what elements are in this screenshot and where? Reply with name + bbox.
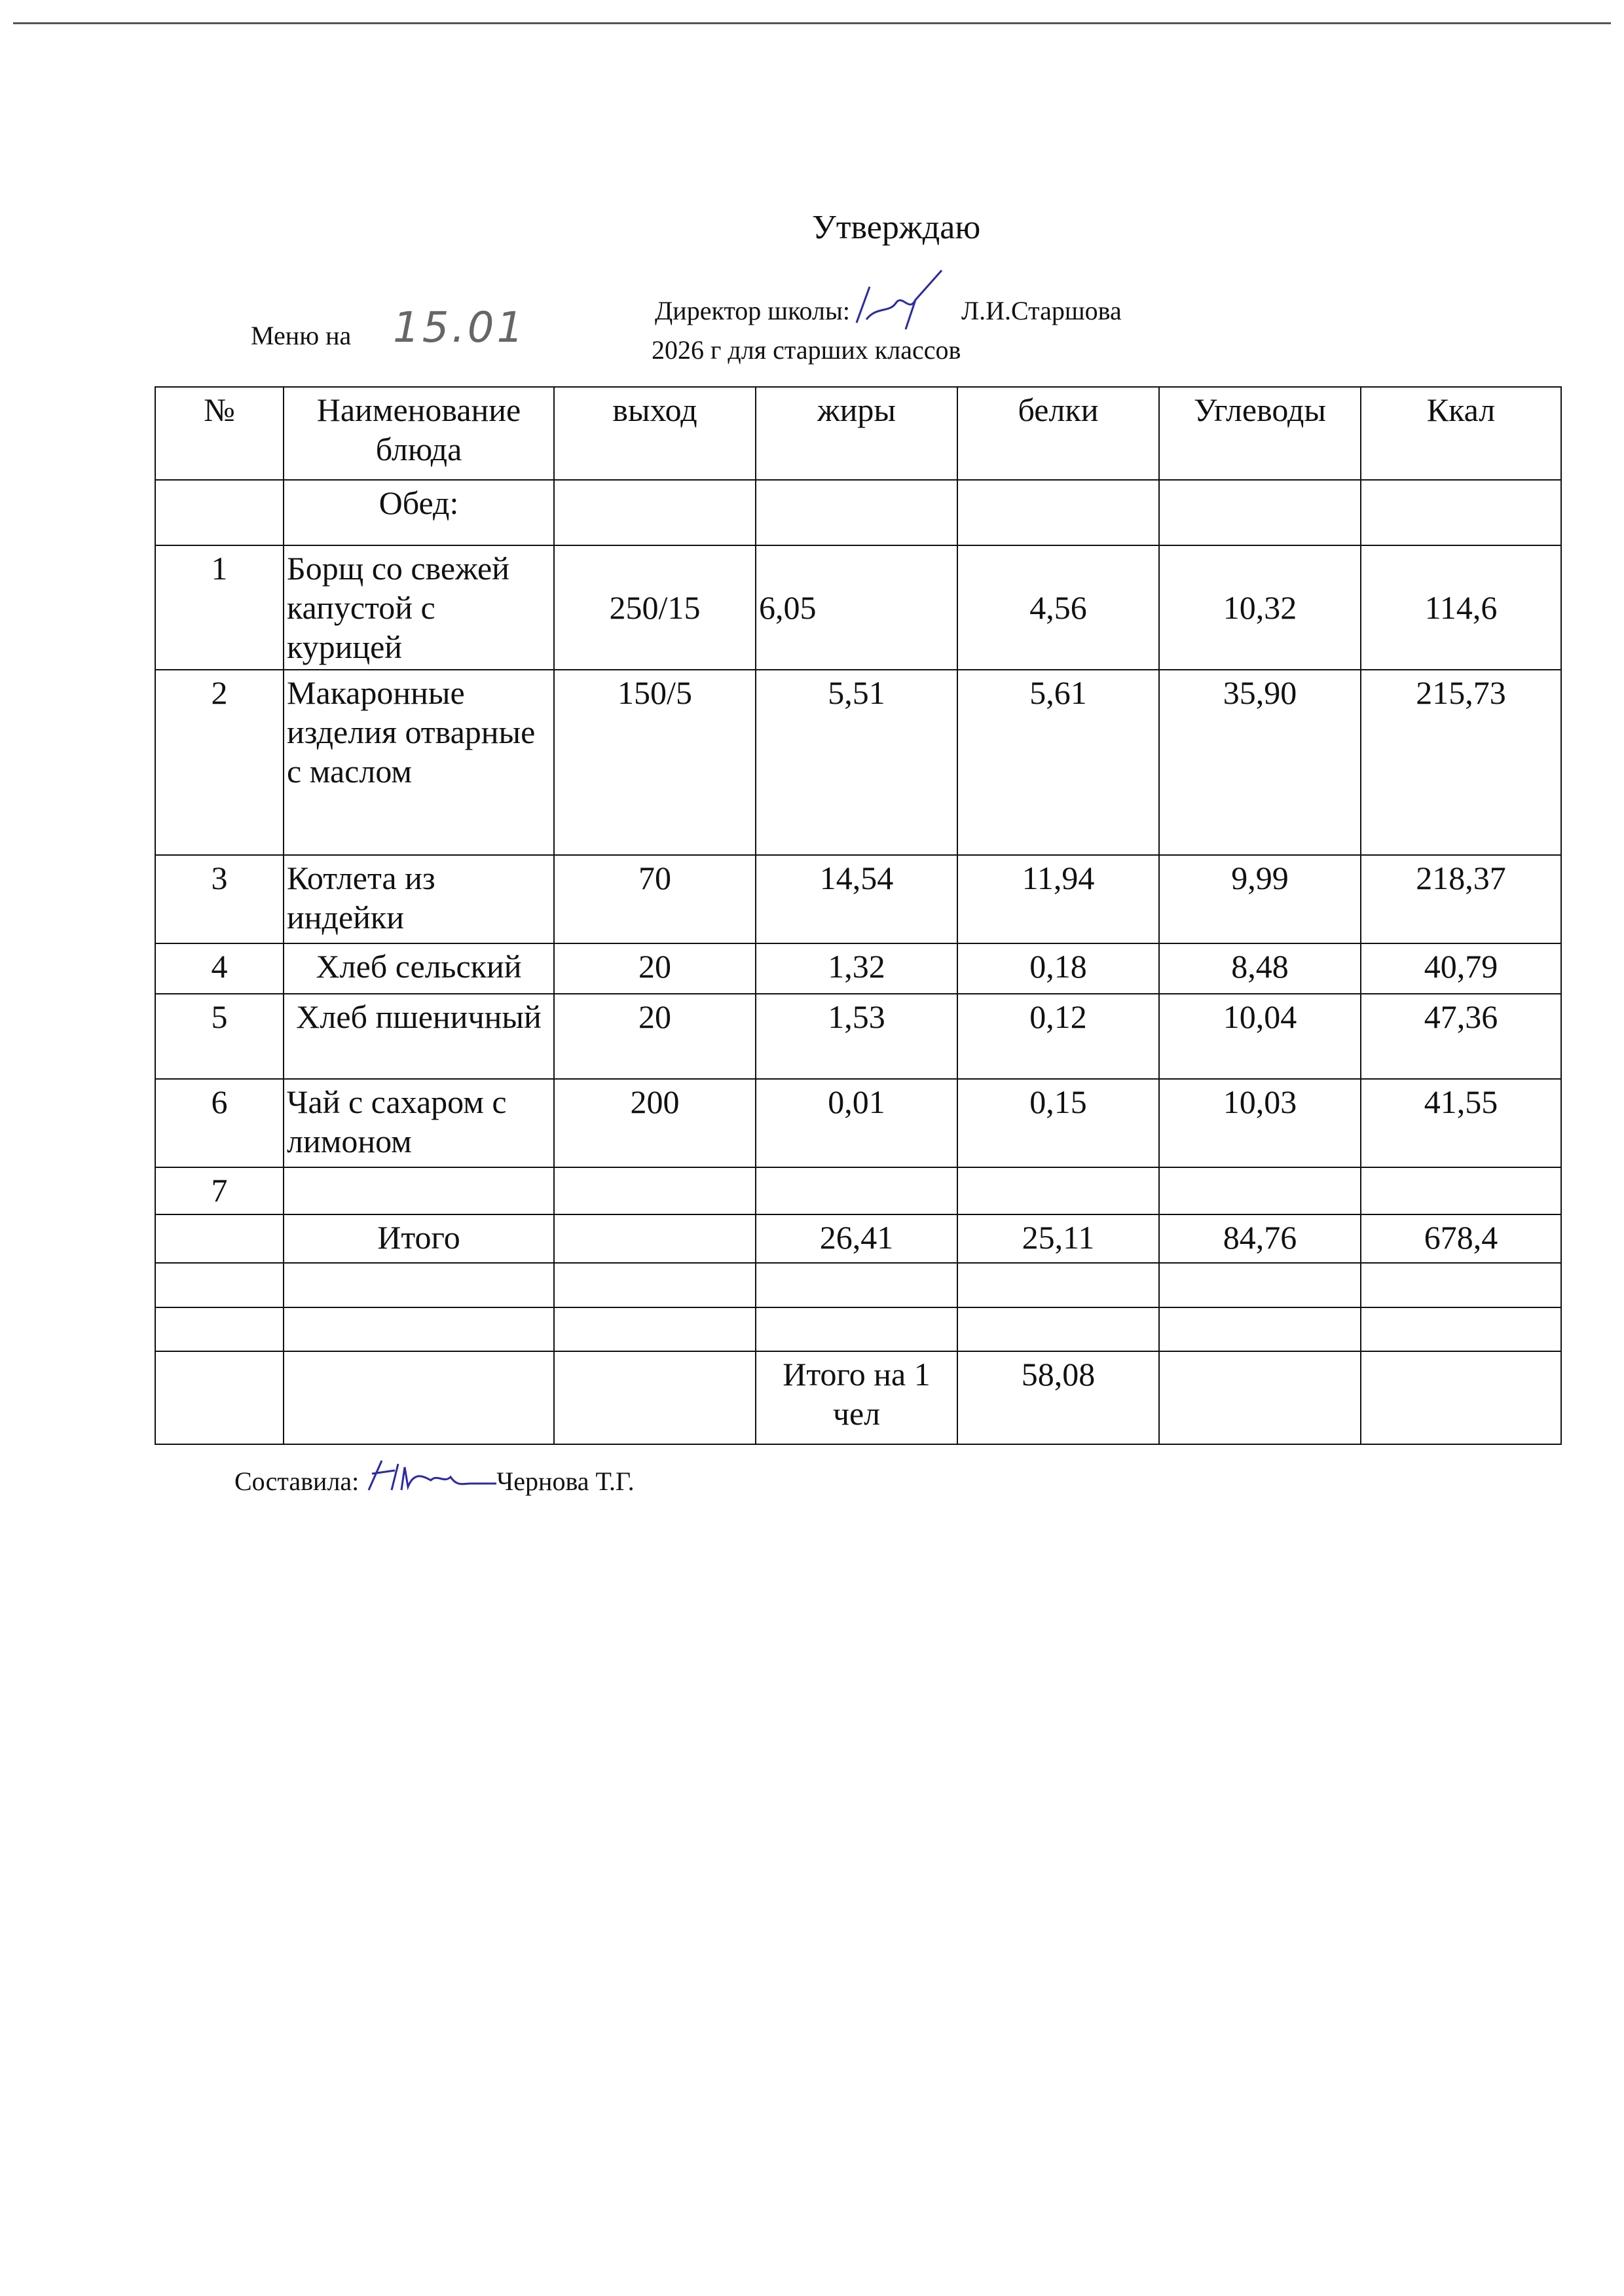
director-name: Л.И.Старшова [961,296,1122,325]
col-header: выход [554,387,756,480]
composed-name: Чернова Т.Г. [496,1467,635,1496]
cell-name: Котлета из индейки [284,855,554,943]
cell-num: 6 [155,1079,284,1167]
cell-name: Хлеб пшеничный [284,994,554,1079]
section-label: Обед: [284,480,554,545]
menu-table [155,386,1562,1445]
per-person-label: Итого на 1 чел [756,1351,957,1444]
cell-kcal: 215,73 [1361,670,1561,855]
cell-protein: 4,56 [957,545,1159,670]
table-row [155,1079,1561,1167]
cell-out: 200 [554,1079,756,1167]
cell-carbs: 10,04 [1159,994,1361,1079]
composer-signature-icon [365,1457,496,1497]
approve-heading: Утверждаю [812,209,981,246]
cell-kcal: 114,6 [1361,545,1561,670]
cell-carbs: 8,48 [1159,943,1361,994]
col-header: Ккал [1361,387,1561,480]
cell-protein: 0,18 [957,943,1159,994]
total-fat: 26,41 [756,1214,957,1263]
cell-fat: 1,32 [756,943,957,994]
cell-num: 5 [155,994,284,1079]
table-header-row [155,387,1561,480]
cell-fat: 14,54 [756,855,957,943]
cell-carbs: 10,03 [1159,1079,1361,1167]
cell-carbs: 9,99 [1159,855,1361,943]
table-row [155,943,1561,994]
total-carbs: 84,76 [1159,1214,1361,1263]
per-person-row [155,1351,1561,1444]
cell-carbs: 35,90 [1159,670,1361,855]
total-kcal: 678,4 [1361,1214,1561,1263]
col-header: белки [957,387,1159,480]
director-signature-icon [850,267,955,326]
composed-by [234,1467,635,1497]
cell-num: 2 [155,670,284,855]
cell-kcal: 41,55 [1361,1079,1561,1167]
cell-name: Хлеб сельский [284,943,554,994]
col-header: Углеводы [1159,387,1361,480]
menu-label: Меню на [251,321,352,350]
empty-row [155,1307,1561,1351]
table-row [155,1167,1561,1214]
cell-out: 20 [554,994,756,1079]
per-person-value: 58,08 [957,1351,1159,1444]
cell-kcal: 47,36 [1361,994,1561,1079]
director-signature-slot [850,296,955,326]
cell-fat: 0,01 [756,1079,957,1167]
director-line [655,296,1122,326]
cell-fat: 6,05 [756,545,957,670]
total-label: Итого [284,1214,554,1263]
cell-fat: 5,51 [756,670,957,855]
cell-out: 250/15 [554,545,756,670]
table-row [155,670,1561,855]
table-row [155,855,1561,943]
cell-name: Макаронные изделия отварные с маслом [284,670,554,855]
col-header: Наименование блюда [284,387,554,480]
cell-num: 7 [155,1167,284,1214]
cell-kcal: 40,79 [1361,943,1561,994]
composed-label: Составила: [234,1467,360,1496]
page-top-border [13,22,1611,24]
cell-num: 4 [155,943,284,994]
empty-row [155,1263,1561,1307]
cell-fat: 1,53 [756,994,957,1079]
col-header: № [155,387,284,480]
composer-signature-slot [365,1467,496,1497]
cell-protein: 0,12 [957,994,1159,1079]
cell-kcal: 218,37 [1361,855,1561,943]
cell-out: 70 [554,855,756,943]
cell-out: 150/5 [554,670,756,855]
cell-protein: 11,94 [957,855,1159,943]
cell-name: Чай с сахаром с лимоном [284,1079,554,1167]
section-row [155,480,1561,545]
director-label: Директор школы: [655,296,850,325]
cell-out: 20 [554,943,756,994]
cell-carbs: 10,32 [1159,545,1361,670]
total-row [155,1214,1561,1263]
table-row [155,994,1561,1079]
cell-protein: 5,61 [957,670,1159,855]
col-header: жиры [756,387,957,480]
menu-date-handwritten: 15.01 [393,304,526,352]
table-row [155,545,1561,670]
menu-subtitle: 2026 г для старших классов [652,335,961,365]
total-protein: 25,11 [957,1214,1159,1263]
cell-protein: 0,15 [957,1079,1159,1167]
cell-num: 1 [155,545,284,670]
cell-num: 3 [155,855,284,943]
cell-name: Борщ со свежей капустой с курицей [284,545,554,670]
